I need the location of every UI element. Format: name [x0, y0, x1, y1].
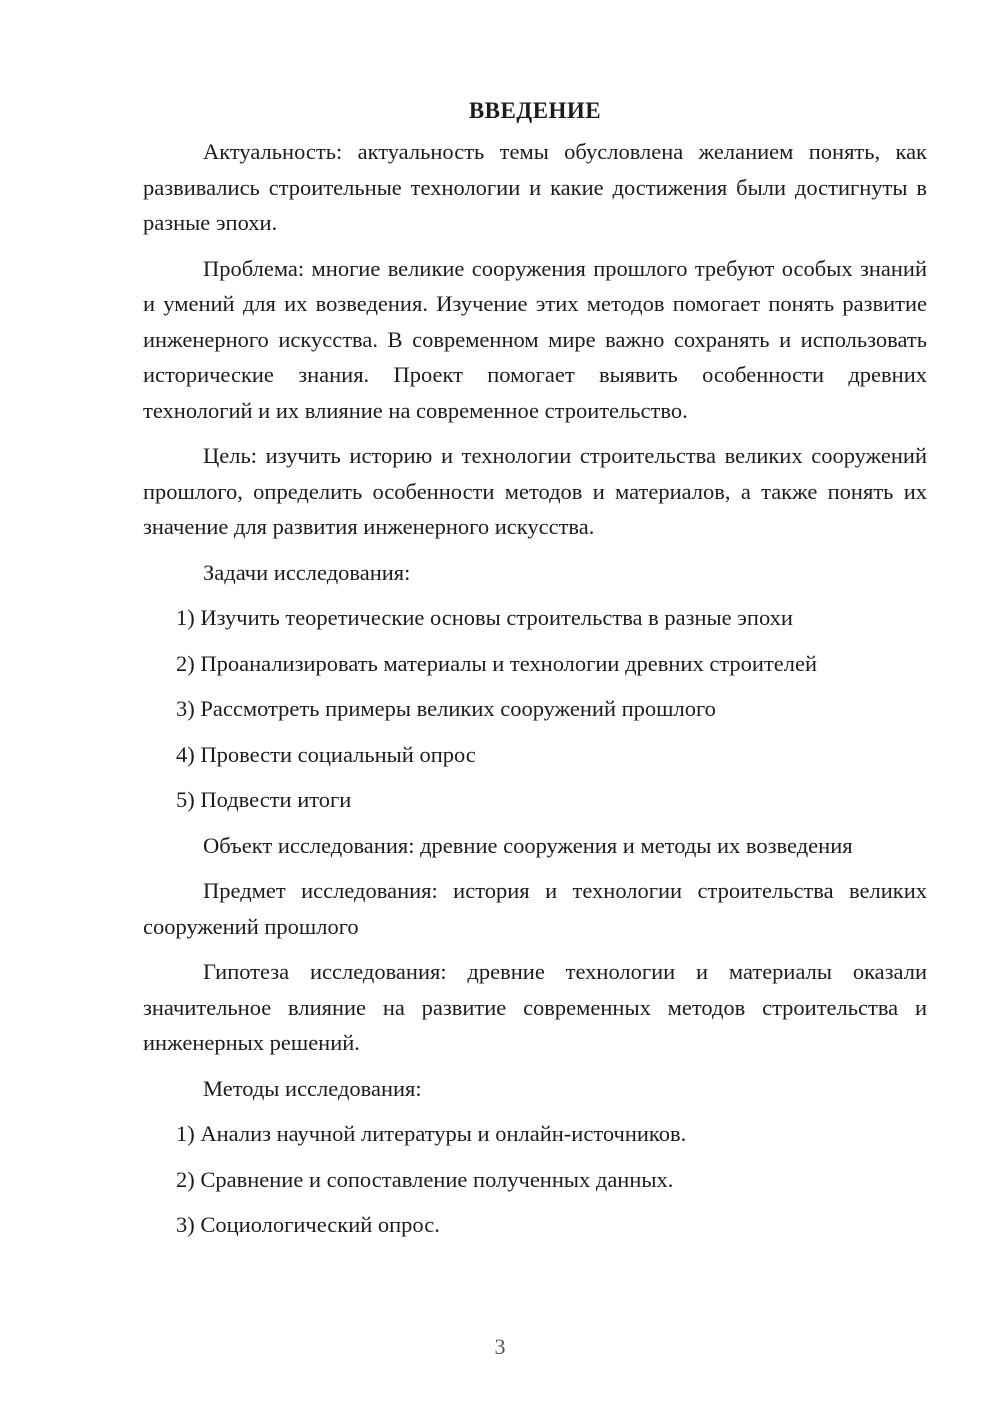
list-item: 3) Рассмотреть примеры великих сооружений прошлого [176, 696, 716, 721]
list-item: 5) Подвести итоги [176, 787, 352, 812]
goal-paragraph: Цель: изучить историю и технологии строительства великих сооружений прошлого, определить особенности методов и материалов, а также понять их значение для развития инженерного искусства. [143, 443, 927, 539]
relevance-paragraph: Актуальность: актуальность темы обусловлена желанием понять, как развивались строительные технологии и какие достижения были достигнуты в разные эпохи. [143, 139, 927, 235]
problem-paragraph: Проблема: многие великие сооружения прошлого требуют особых знаний и умений для их возведения. Изучение этих методов помогает понять развитие инженерного искусства. В современном мире важно сохранять и использовать исторические знания. Проект помогает выявить особенности древних технологий и их влияние на современное строительство. [143, 255, 927, 423]
list-item: 1) Анализ научной литературы и онлайн-источников. [176, 1121, 687, 1146]
document-page [143, 96, 927, 1253]
page-number: 3 [494, 1334, 506, 1359]
tasks-heading: Задачи исследования: [203, 559, 411, 585]
object-paragraph: Объект исследования: древние сооружения и методы их возведения [203, 832, 853, 858]
list-item: 1) Изучить теоретические основы строительства в разные эпохи [176, 605, 793, 630]
methods-list [143, 1116, 927, 1243]
subject-paragraph: Предмет исследования: история и технологии строительства великих сооружений прошлого [143, 878, 927, 939]
tasks-list [143, 600, 927, 818]
list-item: 4) Провести социальный опрос [176, 741, 476, 767]
page-title: ВВЕДЕНИЕ [468, 98, 602, 123]
list-item: 2) Сравнение и сопоставление полученных данных. [176, 1166, 674, 1192]
hypothesis-paragraph: Гипотеза исследования: древние технологии и материалы оказали значительное влияние на развитие современных методов строительства и инженерных решений. [143, 959, 927, 1055]
methods-heading: Методы исследования: [203, 1075, 422, 1101]
list-item: 2) Проанализировать материалы и технологии древних строителей [176, 650, 818, 676]
list-item: 3) Социологический опрос. [176, 1212, 440, 1237]
